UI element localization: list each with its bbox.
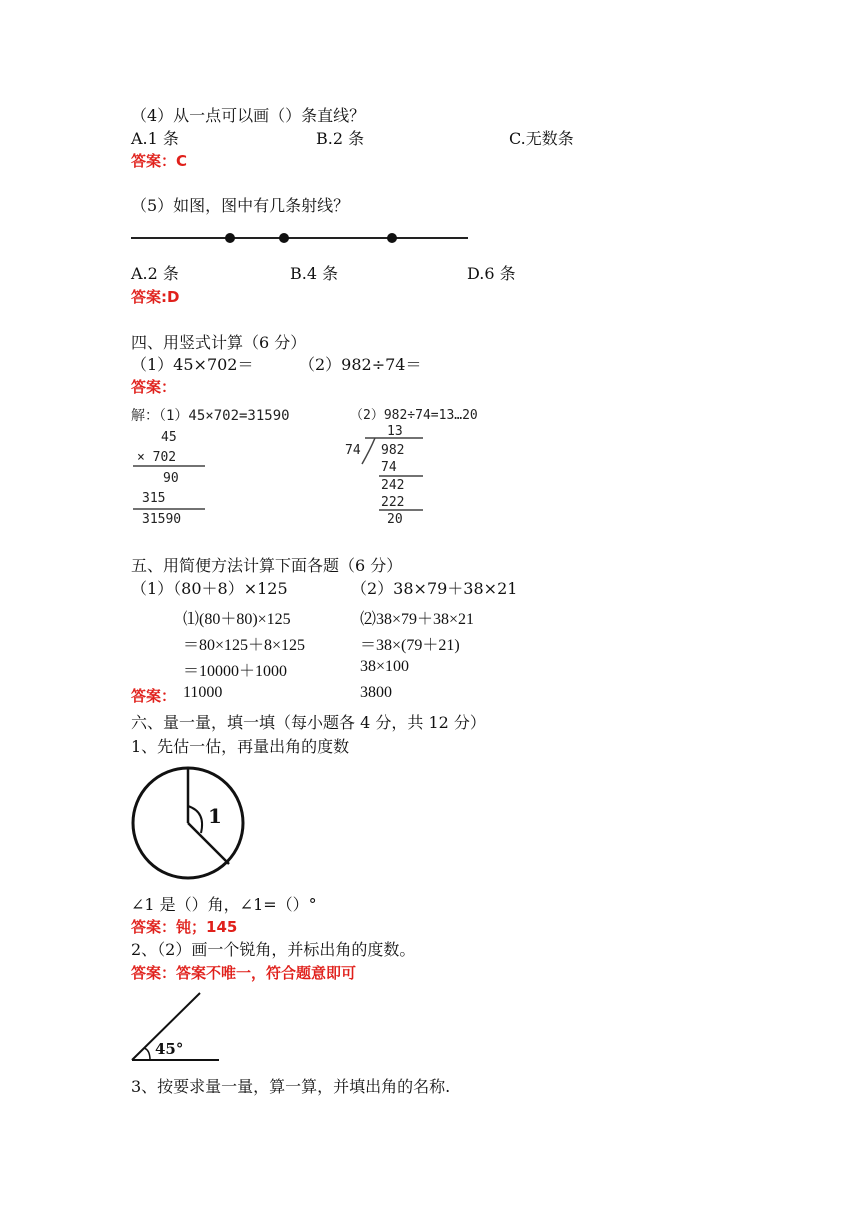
section4-problem-2: （2）982÷74＝ [299, 355, 422, 374]
section5-problem-2: （2）38×79＋38×21 [351, 579, 518, 598]
calc1-line: ⑴(80＋80)×125 [183, 611, 291, 628]
section6-title: 六、量一量，填一填（每小题各 4 分，共 12 分） [131, 713, 486, 732]
section6-q3: 3、按要求量一量，算一算，并填出角的名称. [131, 1077, 451, 1096]
calc2-line: 3800 [360, 684, 392, 701]
section5-answer: 答案： [131, 687, 177, 705]
q5-option-b: B.4 条 [290, 264, 339, 283]
work2-line: 222 [381, 495, 405, 510]
q5-answer: 答案:D [131, 288, 180, 306]
angle-label-1: 1 [208, 804, 222, 828]
section5-title: 五、用简便方法计算下面各题（6 分） [131, 556, 403, 575]
work1-line: 90 [163, 471, 179, 486]
q4-option-b: B.2 条 [316, 129, 365, 148]
calc1-line: ＝10000＋1000 [183, 663, 288, 680]
section4-title: 四、用竖式计算（6 分） [131, 333, 307, 352]
section6-fill-blank: ∠1 是（）角，∠1=（）° [131, 895, 317, 914]
work1-line: × 702 [137, 450, 177, 465]
section6-answer-1: 答案：钝；145 [131, 918, 238, 936]
q4-question: （4）从一点可以画（）条直线？ [131, 106, 366, 125]
angle-label-45: 45° [155, 1040, 184, 1058]
section4-problem-1: （1）45×702＝ [131, 355, 254, 374]
calc1-line: ＝80×125＋8×125 [183, 637, 306, 654]
calc2-line: 38×100 [360, 658, 410, 675]
work2-line: 20 [387, 512, 403, 527]
q5-option-d: D.6 条 [467, 264, 516, 283]
work2-line: 74 [381, 460, 397, 475]
section6-q2: 2、（2）画一个锐角，并标出角的度数。 [131, 940, 416, 959]
work2-line: 982 [381, 443, 405, 458]
work2-quotient: 13 [387, 424, 403, 439]
work2-divisor: 74 [345, 443, 361, 458]
work1-header: 解：（1）45×702=31590 [131, 408, 290, 424]
work2-header: （2）982÷74=13…20 [350, 408, 478, 423]
calc1-line: 11000 [183, 684, 223, 701]
work1-line: 315 [142, 491, 166, 506]
q4-option-c: C.无数条 [509, 129, 574, 148]
work2-line: 242 [381, 478, 405, 493]
section5-problem-1: （1）（80＋8）×125 [131, 579, 288, 598]
q5-option-a: A.2 条 [131, 264, 179, 283]
section4-answer: 答案： [131, 378, 177, 396]
section6-answer-2: 答案：答案不唯一，符合题意即可 [131, 964, 357, 982]
work1-line: 45 [161, 430, 177, 445]
calc2-line: ＝38×(79＋21) [360, 637, 460, 654]
q5-question: （5）如图，图中有几条射线？ [131, 196, 350, 215]
q4-option-a: A.1 条 [131, 129, 179, 148]
section6-q1: 1、先估一估，再量出角的度数 [131, 737, 350, 756]
calc2-line: ⑵38×79＋38×21 [360, 611, 475, 628]
q4-answer: 答案：C [131, 152, 188, 170]
work1-line: 31590 [142, 512, 182, 527]
